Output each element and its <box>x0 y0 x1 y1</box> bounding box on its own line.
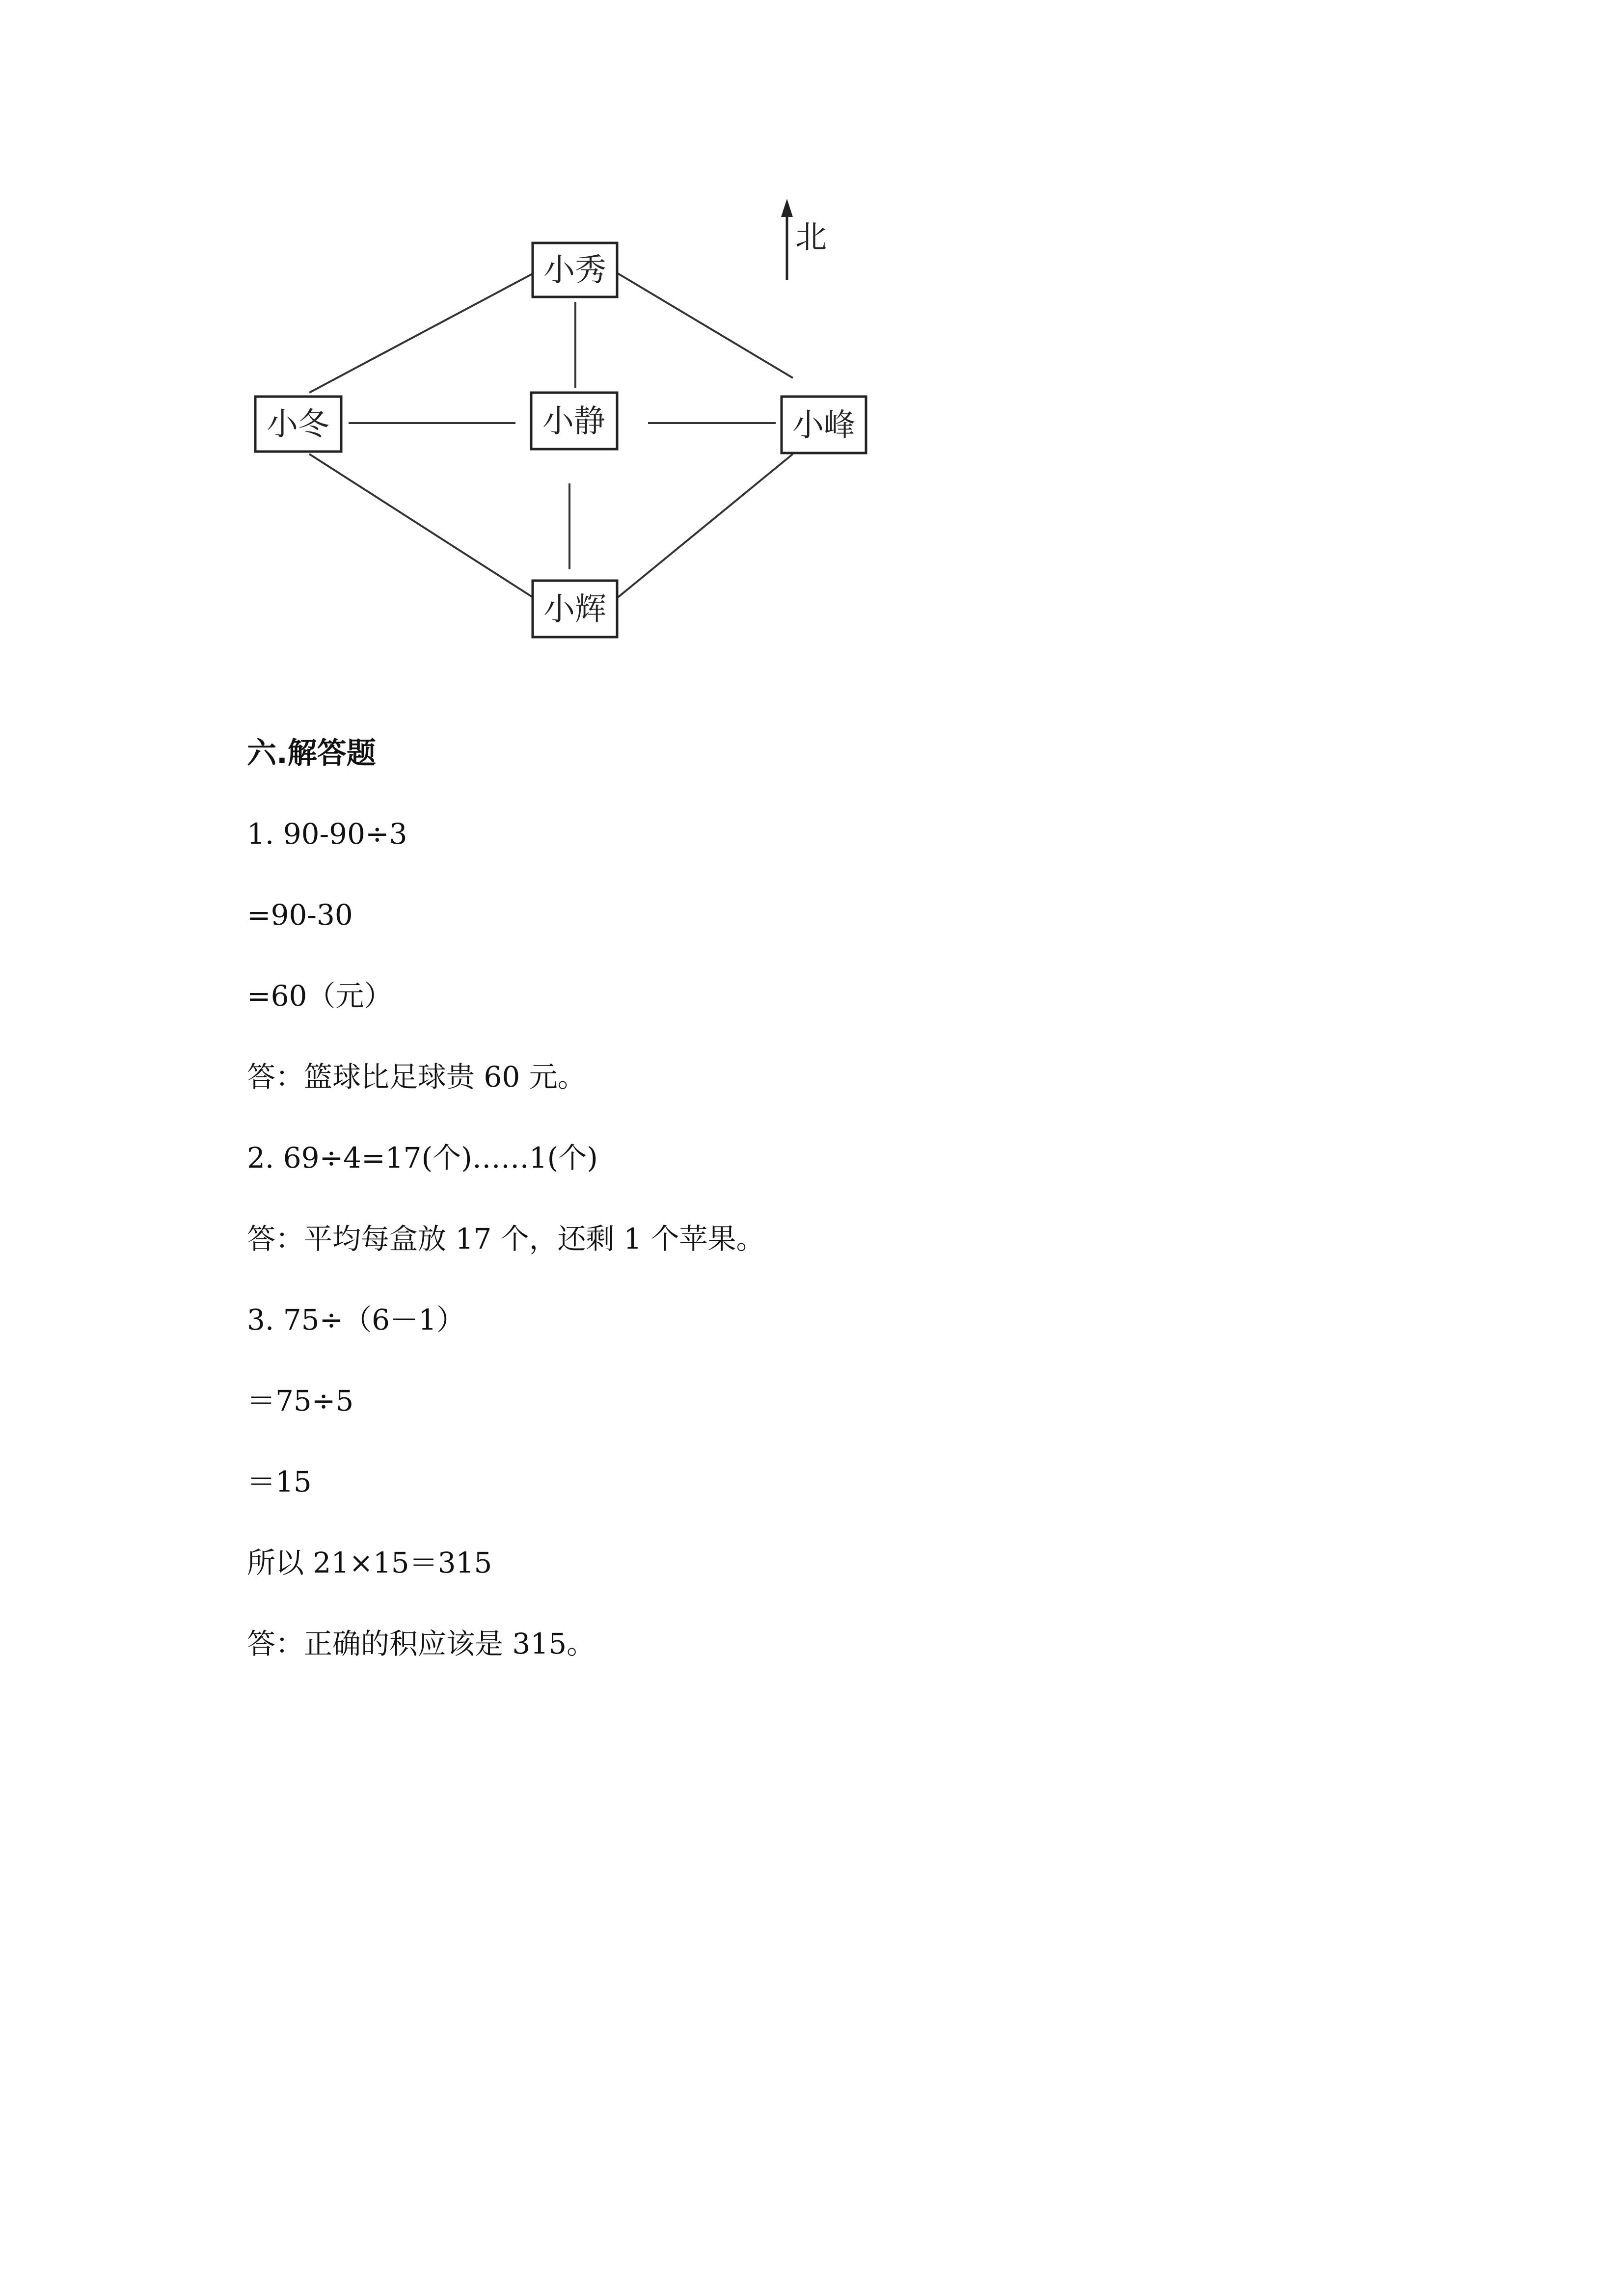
answer-line-8: ＝75÷5 <box>247 1384 354 1417</box>
node-xiaoxiu <box>533 243 617 297</box>
edge-xiaoxiu-xiaofeng <box>616 272 793 378</box>
node-xiaofeng <box>782 397 866 453</box>
node-label-xiaohui: 小辉 <box>543 591 606 628</box>
answer-line-3: =60（元） <box>247 979 393 1013</box>
answer-line-5: 2. 69÷4=17(个)……1(个) <box>247 1141 598 1175</box>
answer-line-11: 答：正确的积应该是 315。 <box>247 1627 595 1660</box>
answer-line-9: ＝15 <box>247 1465 312 1498</box>
node-xiaojing <box>531 393 617 449</box>
node-label-xiaodong: 小冬 <box>267 406 329 443</box>
section-title: 六.解答题 <box>247 736 376 771</box>
direction-diagram <box>0 0 1624 687</box>
north-label: 北 <box>795 219 827 256</box>
answer-line-6: 答：平均每盒放 17 个，还剩 1 个苹果。 <box>247 1222 765 1255</box>
node-label-xiaojing: 小静 <box>542 403 605 440</box>
node-label-xiaoxiu: 小秀 <box>543 252 606 289</box>
north-arrow-icon <box>781 199 793 280</box>
answer-section <box>247 726 1425 1698</box>
answer-line-2: =90-30 <box>247 898 353 932</box>
node-label-xiaofeng: 小峰 <box>792 407 855 444</box>
answer-line-7: 3. 75÷（6－1） <box>247 1303 465 1336</box>
edge-xiaodong-xiaoxiu <box>309 272 535 393</box>
node-xiaodong <box>255 397 341 452</box>
answer-line-1: 1. 90-90÷3 <box>247 817 407 851</box>
answer-line-4: 答：篮球比足球贵 60 元。 <box>247 1060 586 1094</box>
edge-xiaodong-xiaohui <box>309 454 535 599</box>
edge-xiaohui-xiaofeng <box>616 454 793 599</box>
answer-line-10: 所以 21×15＝315 <box>247 1546 492 1579</box>
node-xiaohui <box>533 581 617 637</box>
